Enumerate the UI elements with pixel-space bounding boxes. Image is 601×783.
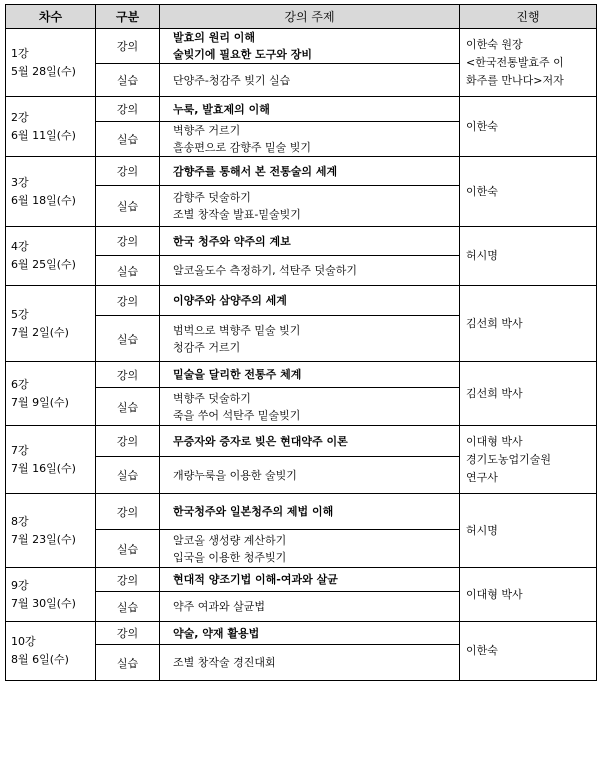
type-lecture: 강의 <box>96 97 160 122</box>
session-date: 7월 9일(수) <box>11 395 69 409</box>
lecture-topic-line: 감향주를 통해서 본 전통술의 세계 <box>173 164 338 178</box>
session-cell <box>6 426 96 494</box>
session-date: 8월 6일(수) <box>11 653 69 666</box>
practice-topic-line: 입국을 이용한 청주빚기 <box>173 550 287 564</box>
session-cell <box>6 362 96 426</box>
session-date: 6월 11일(수) <box>11 128 76 142</box>
practice-topic-line: 죽을 쑤어 석탄주 밑술빚기 <box>173 408 301 422</box>
instructor-line: 김선희 박사 <box>466 316 523 330</box>
instructor-cell <box>460 426 597 494</box>
schedule-body <box>6 29 597 681</box>
instructor-line: 연구사 <box>466 470 498 484</box>
practice-topic-line: 흘송편으로 감향주 밑술 빚기 <box>173 141 312 154</box>
session-cell <box>6 622 96 681</box>
instructor-line: 이대형 박사 <box>466 434 523 448</box>
practice-topic-line: 단양주-청감주 빚기 실습 <box>173 73 291 87</box>
session-lecture-row <box>6 157 597 186</box>
lecture-topic <box>160 157 460 186</box>
session-number: 7강 <box>11 443 29 457</box>
session-cell <box>6 227 96 286</box>
practice-topic <box>160 592 460 622</box>
header-topic: 강의 주제 <box>160 5 460 29</box>
session-number: 2강 <box>11 110 29 124</box>
practice-topic-line: 약주 여과와 살균법 <box>173 600 266 613</box>
instructor-cell <box>460 494 597 568</box>
session-number: 3강 <box>11 175 29 189</box>
type-lecture: 강의 <box>96 286 160 316</box>
type-lecture: 강의 <box>96 362 160 388</box>
type-practice: 실습 <box>96 645 160 681</box>
type-lecture: 강의 <box>96 29 160 64</box>
instructor-cell <box>460 29 597 97</box>
session-date: 5월 28일(수) <box>11 64 76 78</box>
practice-topic-line: 범벅으로 벽향주 밑술 빚기 <box>173 323 301 337</box>
session-date: 7월 23일(수) <box>11 532 76 546</box>
practice-topic-line: 청감주 거르기 <box>173 340 241 354</box>
type-lecture: 강의 <box>96 157 160 186</box>
lecture-topic <box>160 286 460 316</box>
type-practice: 실습 <box>96 186 160 227</box>
lecture-topic-line: 약술, 약재 활용법 <box>173 626 260 640</box>
instructor-cell <box>460 157 597 227</box>
lecture-topic-line: 이양주와 삼양주의 세계 <box>173 294 287 307</box>
session-cell <box>6 97 96 157</box>
session-cell <box>6 494 96 568</box>
type-lecture: 강의 <box>96 622 160 645</box>
lecture-topic-line: 현대적 양조기법 이해-여과와 살균 <box>173 573 338 586</box>
type-lecture: 강의 <box>96 568 160 592</box>
practice-topic <box>160 316 460 362</box>
header-instructor: 진행 <box>460 5 597 29</box>
instructor-line: 허시명 <box>466 249 498 262</box>
lecture-topic-line: 한국 청주와 약주의 계보 <box>173 234 291 248</box>
session-number: 1강 <box>11 46 29 60</box>
session-date: 7월 2일(수) <box>11 325 69 339</box>
lecture-topic <box>160 29 460 64</box>
practice-topic <box>160 186 460 227</box>
lecture-topic-line: 술빚기에 필요한 도구와 장비 <box>173 48 312 61</box>
session-date: 7월 30일(수) <box>11 596 76 610</box>
session-date: 7월 16일(수) <box>11 461 76 475</box>
session-cell <box>6 157 96 227</box>
practice-topic-line: 조별 창작술 경진대회 <box>173 656 276 669</box>
session-lecture-row <box>6 29 597 64</box>
lecture-topic-line: 밑술을 달리한 전통주 체계 <box>173 368 302 381</box>
table-header-row <box>6 5 597 29</box>
type-practice: 실습 <box>96 592 160 622</box>
instructor-cell <box>460 362 597 426</box>
type-practice: 실습 <box>96 457 160 494</box>
practice-topic <box>160 645 460 681</box>
session-lecture-row <box>6 227 597 256</box>
session-number: 6강 <box>11 377 29 391</box>
type-lecture: 강의 <box>96 494 160 530</box>
schedule-table <box>5 4 597 681</box>
instructor-cell <box>460 227 597 286</box>
type-practice: 실습 <box>96 122 160 157</box>
lecture-topic-line: 발효의 원리 이해 <box>173 31 256 44</box>
session-lecture-row <box>6 97 597 122</box>
instructor-line: 경기도농업기술원 <box>466 452 552 466</box>
type-practice: 실습 <box>96 256 160 286</box>
type-practice: 실습 <box>96 388 160 426</box>
practice-topic-line: 조별 창작술 발표-밑술빚기 <box>173 208 301 221</box>
session-lecture-row <box>6 568 597 592</box>
session-lecture-row <box>6 426 597 457</box>
instructor-line: 이한숙 <box>466 119 498 133</box>
lecture-topic <box>160 426 460 457</box>
instructor-line: 허시명 <box>466 523 498 537</box>
session-lecture-row <box>6 362 597 388</box>
instructor-line: 김선희 박사 <box>466 386 523 400</box>
session-date: 6월 25일(수) <box>11 258 76 271</box>
lecture-topic-line: 무증자와 증자로 빚은 현대약주 이론 <box>173 434 348 448</box>
type-practice: 실습 <box>96 316 160 362</box>
instructor-line: <한국전통발효주 이 <box>466 55 564 69</box>
instructor-line: 이한숙 원장 <box>466 37 523 51</box>
session-number: 8강 <box>11 514 29 528</box>
session-cell <box>6 568 96 622</box>
session-number: 5강 <box>11 307 29 321</box>
practice-topic <box>160 388 460 426</box>
type-lecture: 강의 <box>96 426 160 457</box>
practice-topic <box>160 530 460 568</box>
lecture-topic <box>160 494 460 530</box>
practice-topic-line: 알코올도수 측정하기, 석탄주 덧술하기 <box>173 264 358 277</box>
instructor-line: 이한숙 <box>466 184 498 198</box>
lecture-topic <box>160 622 460 645</box>
header-type: 구분 <box>96 5 160 29</box>
instructor-cell <box>460 622 597 681</box>
session-lecture-row <box>6 494 597 530</box>
practice-topic-line: 감향주 덧술하기 <box>173 191 251 204</box>
schedule-table-wrapper <box>5 4 597 681</box>
lecture-topic-line: 한국청주와 일본청주의 제법 이해 <box>173 505 334 518</box>
type-lecture: 강의 <box>96 227 160 256</box>
practice-topic <box>160 64 460 97</box>
session-number: 10강 <box>11 635 36 648</box>
session-lecture-row <box>6 286 597 316</box>
instructor-cell <box>460 97 597 157</box>
practice-topic-line: 알코올 생성량 계산하기 <box>173 533 287 547</box>
header-session: 차수 <box>6 5 96 29</box>
practice-topic <box>160 256 460 286</box>
lecture-topic <box>160 227 460 256</box>
type-practice: 실습 <box>96 64 160 97</box>
type-practice: 실습 <box>96 530 160 568</box>
instructor-line: 이대형 박사 <box>466 587 523 601</box>
lecture-topic <box>160 97 460 122</box>
session-number: 9강 <box>11 578 29 592</box>
instructor-cell <box>460 286 597 362</box>
lecture-topic <box>160 568 460 592</box>
lecture-topic-line: 누룩, 발효제의 이해 <box>173 102 270 116</box>
session-number: 4강 <box>11 240 29 253</box>
practice-topic-line: 벽향주 거르기 <box>173 124 241 137</box>
session-lecture-row <box>6 622 597 645</box>
session-cell <box>6 29 96 97</box>
practice-topic <box>160 122 460 157</box>
practice-topic <box>160 457 460 494</box>
session-cell <box>6 286 96 362</box>
lecture-topic <box>160 362 460 388</box>
instructor-line: 이한숙 <box>466 644 498 657</box>
practice-topic-line: 개량누룩을 이용한 술빚기 <box>173 468 297 482</box>
session-date: 6월 18일(수) <box>11 193 76 207</box>
instructor-line: 화주를 만나다>저자 <box>466 73 564 87</box>
instructor-cell <box>460 568 597 622</box>
practice-topic-line: 벽향주 덧술하기 <box>173 391 251 405</box>
